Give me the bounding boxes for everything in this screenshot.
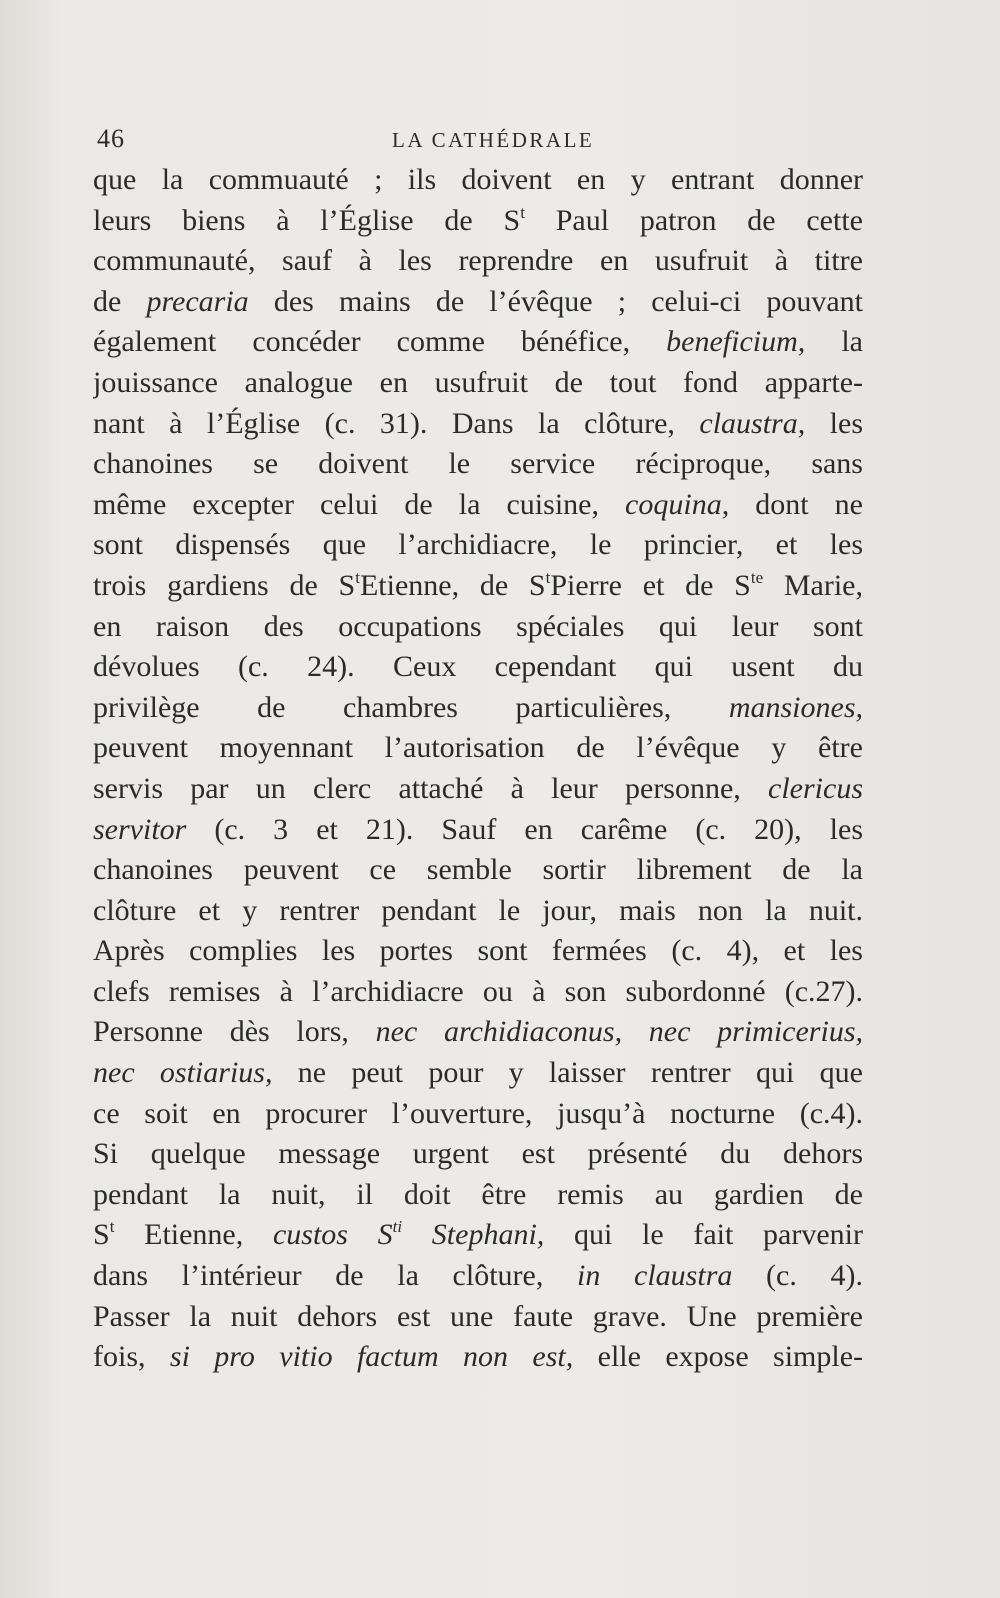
italic-text: servitor bbox=[93, 812, 187, 846]
text-segment: des mains de l’évêque ; celui-ci pouvant bbox=[248, 284, 863, 318]
text-segment: privilège de chambres particulières, bbox=[93, 690, 729, 724]
text-line bbox=[93, 1215, 863, 1256]
text-line bbox=[93, 444, 863, 485]
text-segment: les bbox=[805, 406, 863, 440]
text-segment: (c. 4). bbox=[732, 1259, 863, 1293]
text-segment: également concéder comme bénéfice, bbox=[93, 325, 667, 359]
superscript: ti bbox=[392, 1217, 403, 1237]
text-segment: que la commuauté ; ils doivent en y entrant donner bbox=[93, 163, 863, 196]
text-line bbox=[93, 322, 863, 363]
text-line bbox=[93, 1053, 863, 1094]
body-text bbox=[93, 160, 863, 1378]
italic-text: in claustra bbox=[577, 1259, 733, 1293]
superscript: te bbox=[750, 567, 764, 587]
text-line bbox=[93, 810, 863, 851]
text-segment: Si quelque message urgent est présenté du dehors bbox=[93, 1137, 863, 1171]
text-segment: chanoines peuvent ce semble sortir librement de la bbox=[93, 853, 863, 887]
text-segment: même excepter celui de la cuisine, bbox=[93, 487, 626, 521]
text-segment: dévolues (c. 24). Ceux cependant qui usent du bbox=[93, 650, 863, 684]
text-segment: ce soit en procurer l’ouverture, jusqu’à nocturne (c.4). bbox=[93, 1096, 863, 1130]
text-line bbox=[93, 282, 863, 323]
text-segment: Passer la nuit dehors est une faute grave. Une première bbox=[93, 1299, 863, 1333]
italic-text: nec ostiarius, bbox=[93, 1056, 273, 1090]
text-segment: clôture et y rentrer pendant le jour, mais non la nuit. bbox=[93, 893, 863, 927]
page-number: 46 bbox=[97, 124, 125, 153]
text-segment: pendant la nuit, il doit être remis au gardien de bbox=[93, 1177, 863, 1211]
text-line bbox=[93, 931, 863, 972]
italic-text: beneficium, bbox=[666, 325, 806, 359]
running-header bbox=[97, 124, 867, 158]
text-segment: Après complies les portes sont fermées (c. 4), et les bbox=[93, 934, 863, 968]
text-segment: peuvent moyennant l’autorisation de l’évêque y être bbox=[93, 731, 863, 765]
text-line bbox=[93, 525, 863, 566]
italic-text: nec archidiaconus, nec primicerius, bbox=[375, 1015, 863, 1049]
italic-text: clericus bbox=[768, 771, 863, 805]
text-segment: Paul patron de cette bbox=[524, 203, 863, 237]
text-segment: S bbox=[93, 1218, 110, 1252]
superscript: t bbox=[520, 202, 525, 222]
text-line bbox=[93, 1094, 863, 1135]
italic-text: mansiones, bbox=[728, 690, 863, 724]
text-segment: (c. 3 et 21). Sauf en carême (c. 20), les bbox=[186, 812, 863, 846]
running-title: LA CATHÉDRALE bbox=[392, 128, 595, 152]
italic-text: precaria bbox=[146, 284, 249, 318]
text-segment: Etienne, bbox=[114, 1218, 273, 1252]
text-line bbox=[93, 972, 863, 1013]
italic-text: coquina, bbox=[625, 487, 730, 521]
text-line bbox=[93, 485, 863, 526]
text-line bbox=[93, 1297, 863, 1338]
text-line bbox=[93, 1134, 863, 1175]
text-line bbox=[93, 1256, 863, 1297]
text-segment: jouissance analogue en usufruit de tout fond apparte- bbox=[93, 365, 863, 399]
text-segment: servis par un clerc attaché à leur personne, bbox=[93, 771, 769, 805]
superscript: t bbox=[109, 1217, 115, 1237]
text-line bbox=[93, 607, 863, 648]
text-segment: dans l’intérieur de la clôture, bbox=[93, 1259, 578, 1293]
text-segment: elle expose simple- bbox=[573, 1340, 863, 1374]
text-line bbox=[93, 891, 863, 932]
italic-text: Stephani, bbox=[402, 1218, 545, 1252]
text-segment: clefs remises à l’archidiacre ou à son subordonné (c.27). bbox=[93, 974, 863, 1008]
text-line bbox=[93, 850, 863, 891]
text-line bbox=[93, 1337, 863, 1378]
text-segment: Pierre et de S bbox=[550, 568, 751, 602]
text-segment: la bbox=[805, 325, 863, 359]
text-line bbox=[93, 566, 863, 607]
italic-text: claustra, bbox=[699, 406, 806, 440]
text-line bbox=[93, 160, 863, 201]
superscript: t bbox=[355, 567, 360, 587]
text-line bbox=[93, 647, 863, 688]
text-segment: trois gardiens de S bbox=[93, 568, 356, 602]
text-segment: communauté, sauf à les reprendre en usufruit à titre bbox=[93, 244, 863, 278]
superscript: t bbox=[545, 567, 551, 587]
italic-text: si pro vitio factum non est, bbox=[169, 1340, 574, 1374]
text-segment: sont dispensés que l’archidiacre, le princier, et les bbox=[93, 528, 863, 562]
text-segment: ne peut pour y laisser rentrer qui que bbox=[272, 1056, 863, 1090]
text-segment: Etienne, de S bbox=[359, 568, 546, 602]
text-line bbox=[93, 688, 863, 729]
text-line bbox=[93, 1175, 863, 1216]
text-segment: Personne dès lors, bbox=[93, 1015, 376, 1049]
italic-text: custos S bbox=[272, 1218, 393, 1252]
text-segment: nant à l’Église (c. 31). Dans la clôture, bbox=[93, 406, 700, 440]
text-line bbox=[93, 363, 863, 404]
text-segment: de bbox=[93, 284, 147, 318]
text-segment: fois, bbox=[93, 1340, 170, 1374]
text-segment: qui le fait parvenir bbox=[544, 1218, 863, 1252]
text-line bbox=[93, 241, 863, 282]
text-segment: dont ne bbox=[729, 487, 863, 521]
text-line bbox=[93, 728, 863, 769]
text-line bbox=[93, 404, 863, 445]
text-line bbox=[93, 769, 863, 810]
text-segment: Marie, bbox=[763, 568, 863, 602]
text-segment: en raison des occupations spéciales qui leur sont bbox=[93, 609, 863, 643]
text-segment: chanoines se doivent le service réciproque, sans bbox=[93, 447, 863, 481]
text-line bbox=[93, 1012, 863, 1053]
text-segment: leurs biens à l’Église de S bbox=[93, 203, 521, 237]
text-line bbox=[93, 201, 863, 242]
